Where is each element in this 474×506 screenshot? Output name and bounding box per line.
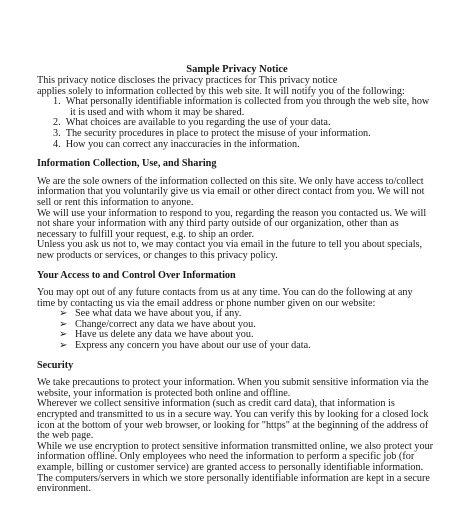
arrow-bullet-icon: ➢ [59,308,68,320]
arrow-bullet-icon: ➢ [59,318,68,330]
paragraph-line: not share your information with any third party outside of our organization, other than as [37,218,399,230]
list-number: 2. [53,117,61,129]
bullet-text: Have us delete any data we have about you. [75,329,254,341]
list-number: 1. [53,96,61,108]
paragraph-line: environment. [37,483,92,495]
section-heading: Your Access to and Control Over Information [37,269,236,281]
document-title: Sample Privacy Notice [186,64,288,75]
paragraph-line: necessary to fulfill your request, e.g. to ship an order. [37,228,254,240]
list-item-continuation: it is used and with whom it may be shared. [70,106,245,118]
intro-line: This privacy notice discloses the privacy practices for This privacy notice [37,75,338,86]
list-number: 4. [53,138,61,150]
intro-line: applies solely to information collected by this web site. It will notify you of the following: [37,85,405,97]
bullet-text: See what data we have about you, if any. [75,308,242,320]
paragraph-line: Unless you ask us not to, we may contact you via email in the future to tell you about specials, [37,239,423,251]
paragraph-line: icon at the bottom of your web browser, or looking for "https" at the beginning of the address of [37,419,429,431]
paragraph-line: example, billing or customer service) are granted access to personally identifiable information. [37,462,424,473]
paragraph-line: information offline. Only employees who need the information to perform a specific job (for [37,451,415,463]
list-item-text: The security procedures in place to protect the misuse of your information. [65,127,371,139]
paragraph-line: information that you voluntarily give us via email or other direct contact from you. We will not [37,186,425,198]
paragraph-line: encrypted and transmitted to us in a secure way. You can verify this by looking for a closed lock [37,409,429,421]
paragraph-line: sell or rent this information to anyone. [37,196,194,208]
paragraph-line: You may opt out of any future contacts from us at any time. You can do the following at any [37,287,413,299]
paragraph-line: Wherever we collect sensitive information (such as credit card data), that information is [37,398,395,410]
section-heading: Information Collection, Use, and Sharing [37,158,217,170]
section-heading: Security [37,359,74,371]
list-item-text: How you can correct any inaccuracies in the information. [65,138,300,150]
paragraph-line: We are the sole owners of the information collected on this site. We only have access to/collect [37,175,424,187]
list-number: 3. [53,127,61,139]
paragraph-line: The computers/servers in which we store personally identifiable information are kept in a secure [37,472,430,484]
arrow-bullet-icon: ➢ [59,329,68,341]
paragraph-line: While we use encryption to protect sensitive information transmitted online, we also protect your [37,440,434,452]
document-body [37,64,447,495]
paragraph-line: time by contacting us via the email address or phone number given on our website: [37,297,376,309]
bullet-text: Express any concern you have about our use of your data. [75,340,311,352]
bullet-text: Change/correct any data we have about you. [75,318,256,330]
bullet-item [37,341,447,352]
list-item-text: What personally identifiable information is collected from you through the web site, how [65,96,430,108]
paragraph-line: website, your information is protected both online and offline. [37,387,291,399]
arrow-bullet-icon: ➢ [59,340,68,352]
paragraph-line: We take precautions to protect your information. When you submit sensitive information via the [37,377,429,389]
paragraph-line: We will use your information to respond to you, regarding the reason you contacted us. We will [37,207,427,219]
paragraph-line: new products or services, or changes to this privacy policy. [37,249,278,261]
list-item-text: What choices are available to you regarding the use of your data. [65,117,331,129]
list-item [37,140,447,151]
paragraph-line: the web page. [37,430,94,442]
